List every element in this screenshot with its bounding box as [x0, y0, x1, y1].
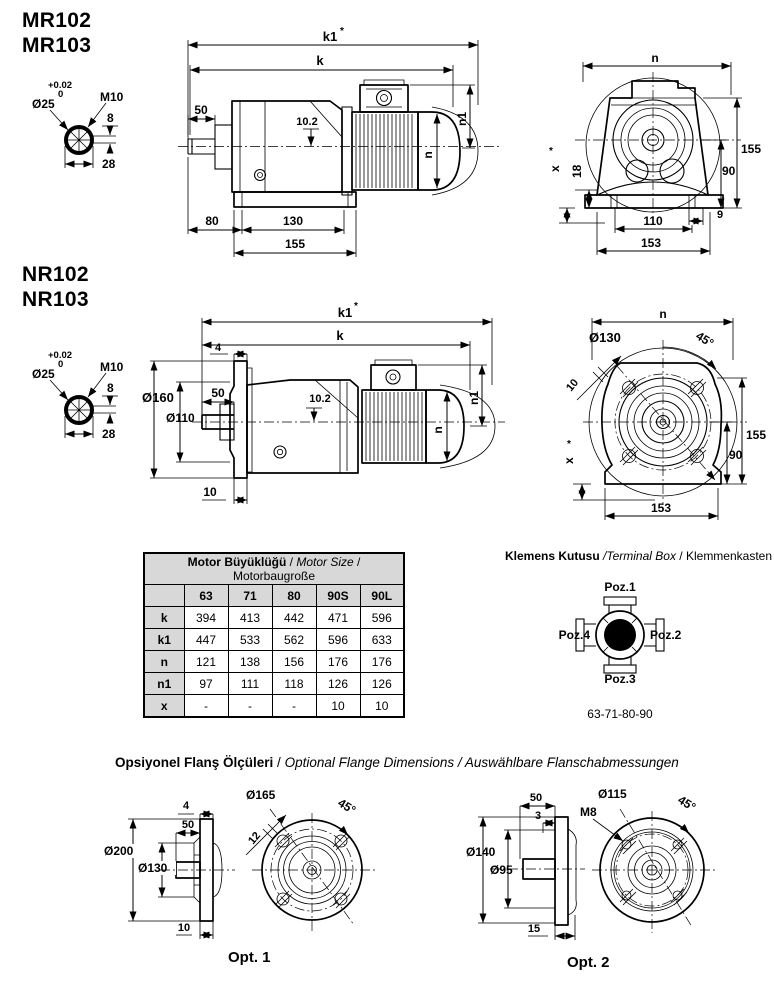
dim-k: k: [336, 328, 344, 343]
dim-n: n: [659, 307, 667, 321]
nr-shaft-detail-drawing: [22, 346, 152, 461]
dim-dia130: Ø130: [138, 861, 168, 875]
mr-front-view-drawing: [545, 50, 774, 260]
cell: 633: [360, 629, 404, 651]
col-header: 71: [228, 585, 272, 607]
cell: 176: [360, 651, 404, 673]
poz2-label: Poz.2: [650, 628, 682, 642]
dim-dia110: Ø110: [166, 411, 195, 425]
table-row: [144, 695, 404, 718]
cell: -: [184, 695, 228, 718]
dim-k1-star: *: [354, 301, 358, 312]
dim-4: 4: [182, 800, 190, 812]
dim-10-2: 10.2: [309, 393, 331, 405]
row-label: k: [144, 607, 184, 629]
dim-x-star: *: [549, 146, 553, 157]
opt2-caption: Opt. 2: [567, 954, 610, 971]
nr-model-2: NR103: [22, 288, 89, 311]
mr-shaft-detail-drawing: [22, 76, 152, 191]
mr-side-view-drawing: [170, 15, 515, 260]
poz1-label: Poz.1: [604, 580, 636, 594]
dim-130: 130: [282, 214, 304, 228]
key-offset: 8: [107, 111, 114, 125]
table-header-row: [144, 585, 404, 607]
nr-side-view-drawing: [140, 290, 520, 540]
dim-dia130: Ø130: [589, 330, 621, 345]
cell: 176: [316, 651, 360, 673]
shaft-thread: M10: [100, 90, 124, 104]
dim-dia95: Ø95: [490, 863, 513, 877]
dim-dia160: Ø160: [142, 390, 174, 405]
col-header: 63: [184, 585, 228, 607]
cell: 138: [228, 651, 272, 673]
mr-model-1: MR102: [22, 9, 92, 32]
dim-155: 155: [741, 142, 762, 156]
nr-model-1: NR102: [22, 263, 89, 286]
dim-90: 90: [729, 448, 743, 462]
dim-90: 90: [722, 164, 736, 178]
cell: -: [228, 695, 272, 718]
dim-50: 50: [181, 819, 195, 831]
tolerance-plus: +0.02: [48, 80, 73, 91]
cell: 126: [316, 673, 360, 695]
flange-bolt-holes: [620, 838, 687, 905]
cell: 471: [316, 607, 360, 629]
terminal-box-sizes: 63-71-80-90: [587, 707, 653, 721]
cell: -: [272, 695, 316, 718]
dim-k: k: [316, 53, 324, 68]
cell: 126: [360, 673, 404, 695]
dim-9: 9: [717, 209, 724, 221]
dim-50: 50: [194, 103, 208, 117]
dim-4: 4: [214, 342, 222, 354]
shaft-thread: M10: [100, 360, 124, 374]
dim-50: 50: [529, 792, 543, 804]
cell: 394: [184, 607, 228, 629]
col-header: 80: [272, 585, 316, 607]
table-title-row: [144, 553, 404, 585]
dim-n1: n1: [455, 111, 469, 127]
dim-110: 110: [643, 214, 663, 228]
dim-n: n: [651, 51, 659, 65]
dim-x-star: *: [567, 439, 571, 450]
key-width: 28: [102, 427, 116, 441]
dim-10: 10: [177, 922, 191, 934]
dim-15: 15: [527, 923, 541, 935]
dim-m8: M8: [580, 805, 597, 819]
poz4-label: Poz.4: [558, 628, 590, 642]
dim-3: 3: [534, 810, 542, 822]
cell: 562: [272, 629, 316, 651]
dim-k1: k1: [322, 29, 338, 44]
dim-k1-star: *: [340, 26, 344, 37]
table-row: [144, 651, 404, 673]
cell: 533: [228, 629, 272, 651]
mr-model-2: MR103: [22, 34, 92, 57]
dim-dia200: Ø200: [104, 844, 134, 858]
col-header: 90S: [316, 585, 360, 607]
table-row: [144, 629, 404, 651]
motor-size-table: [143, 552, 405, 718]
row-label: n1: [144, 673, 184, 695]
dim-n: n: [421, 151, 435, 159]
table-title: Motor Büyüklüğü / Motor Size / Motorbaugroße: [144, 553, 404, 585]
dim-155: 155: [746, 428, 767, 442]
dim-153: 153: [650, 501, 672, 515]
row-label: k1: [144, 629, 184, 651]
tolerance-zero: 0: [58, 359, 64, 370]
dim-10: 10: [564, 376, 582, 394]
cell: 97: [184, 673, 228, 695]
tolerance-plus: +0.02: [48, 350, 73, 361]
table-row: [144, 607, 404, 629]
cell: 596: [316, 629, 360, 651]
shaft-diameter: Ø25: [32, 367, 55, 381]
flange-bolt-holes: [275, 833, 350, 908]
dim-x: x: [548, 165, 562, 172]
flange-opt2-drawing: [430, 785, 740, 980]
flange-opt1-drawing: [100, 785, 390, 977]
dim-153: 153: [640, 236, 662, 250]
nr-front-view-drawing: [555, 300, 774, 535]
terminal-box-heading: Klemens Kutusu /Terminal Box / Klemmenkasten: [505, 549, 773, 563]
corner-cell: [144, 585, 184, 607]
cell: 413: [228, 607, 272, 629]
dim-12: 12: [246, 829, 264, 847]
opt1-caption: Opt. 1: [228, 949, 271, 966]
tolerance-zero: 0: [58, 89, 64, 100]
col-header: 90L: [360, 585, 404, 607]
cell: 10: [316, 695, 360, 718]
cell: 121: [184, 651, 228, 673]
cell: 111: [228, 673, 272, 695]
terminal-box-cover: [604, 619, 636, 651]
dim-x: x: [562, 457, 576, 464]
dim-80: 80: [205, 214, 219, 228]
dim-50: 50: [211, 386, 225, 400]
mr-models-title: [22, 8, 91, 58]
cell: 10: [360, 695, 404, 718]
cell: 447: [184, 629, 228, 651]
cell: 596: [360, 607, 404, 629]
table-row: [144, 673, 404, 695]
shaft-diameter: Ø25: [32, 97, 55, 111]
terminal-box-drawing: [548, 575, 728, 725]
dim-10: 10: [203, 485, 217, 499]
row-label: n: [144, 651, 184, 673]
cell: 442: [272, 607, 316, 629]
dim-155: 155: [284, 237, 306, 251]
dim-18: 18: [570, 164, 584, 178]
cell: 118: [272, 673, 316, 695]
cell: 156: [272, 651, 316, 673]
flange-options-heading: Opsiyonel Flanş Ölçüleri / Optional Flange Dimensions / Auswählbare Flanschabmessungen: [115, 755, 679, 770]
key-offset: 8: [107, 381, 114, 395]
dim-dia165: Ø165: [246, 788, 276, 802]
dim-dia115: Ø115: [598, 787, 627, 801]
dim-dia140: Ø140: [466, 845, 496, 859]
row-label: x: [144, 695, 184, 718]
dim-n1: n1: [467, 390, 481, 406]
dim-45deg: 45°: [335, 795, 359, 818]
key-width: 28: [102, 157, 116, 171]
dim-10-2: 10.2: [296, 116, 318, 128]
dim-n: n: [431, 426, 445, 434]
dim-45deg: 45°: [675, 792, 699, 815]
dim-45deg: 45°: [693, 328, 717, 351]
nr-models-title: [22, 262, 89, 312]
poz3-label: Poz.3: [604, 672, 636, 686]
dim-k1: k1: [337, 305, 353, 320]
